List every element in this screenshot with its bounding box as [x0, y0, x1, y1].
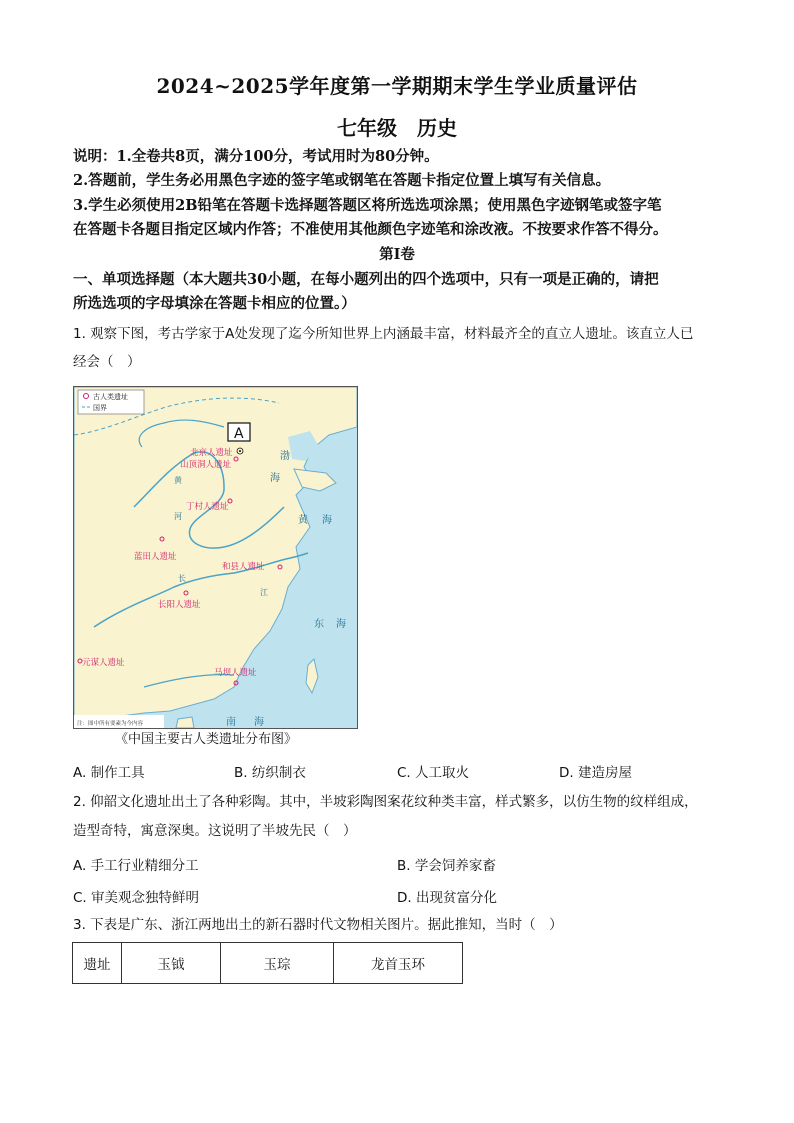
q2-stem-line2: 造型奇特，寓意深奥。这说明了半坡先民（ ） — [73, 823, 357, 839]
table-header-yucong: 玉琮 — [221, 943, 334, 984]
q1-option-b[interactable]: B. 纺织制衣 — [234, 765, 306, 781]
exam-title: 2024~2025学年度第一学期期末学生学业质量评估 — [156, 74, 638, 98]
geo-he1: 黄 — [174, 476, 182, 485]
q2-option-d[interactable]: D. 出现贫富分化 — [397, 890, 497, 906]
site-beijing: 北京人遗址 — [190, 448, 233, 458]
q3-table — [72, 942, 463, 984]
q1-stem-line2: 经会（ ） — [73, 354, 141, 370]
geo-he2: 河 — [174, 512, 182, 521]
instruction-2: 2.答题前，学生务必用黑色字迹的签字笔或钢笔在答题卡指定位置上填写有关信息。 — [73, 172, 611, 189]
geo-jiang2: 江 — [260, 588, 268, 597]
geo-huanghai1: 黄 — [298, 515, 308, 526]
geo-huanghai2: 海 — [322, 515, 332, 526]
q1-option-c[interactable]: C. 人工取火 — [397, 765, 470, 781]
instruction-4: 在答题卡各题目指定区域内作答；不准使用其他颜色字迹笔和涂改液。不按要求作答不得分。 — [73, 221, 668, 238]
q1-option-d[interactable]: D. 建造房屋 — [559, 765, 632, 781]
geo-nanhai2: 海 — [254, 717, 264, 728]
site-maba: 马坝人遗址 — [214, 668, 257, 678]
site-shandingdong: 山顶洞人遗址 — [180, 460, 232, 470]
table-header-yuyue: 玉钺 — [122, 943, 221, 984]
section-heading-line2: 所选选项的字母填涂在答题卡相应的位置。） — [73, 295, 356, 312]
site-yuanmou: 元谋人遗址 — [82, 658, 125, 668]
exam-subtitle: 七年级 历史 — [337, 116, 457, 140]
instruction-3: 3.学生必须使用2B铅笔在答题卡选择题答题区将所选选项涂黑；使用黑色字迹钢笔或签字笔 — [73, 197, 662, 214]
geo-jiang1: 长 — [178, 574, 186, 583]
q2-option-c[interactable]: C. 审美观念独特鲜明 — [73, 890, 200, 906]
q2-option-b[interactable]: B. 学会饲养家畜 — [397, 858, 496, 874]
volume-heading: 第Ⅰ卷 — [379, 246, 415, 263]
q1-option-a[interactable]: A. 制作工具 — [73, 765, 145, 781]
geo-donghai2: 海 — [336, 619, 346, 630]
geo-donghai1: 东 — [314, 619, 324, 630]
site-changyang: 长阳人遗址 — [158, 600, 201, 610]
map-caption: 《中国主要古人类遗址分布图》 — [115, 732, 298, 747]
map-note: 注：图中所有要素为今内容 — [77, 721, 144, 727]
legend-border-label: 国界 — [93, 404, 107, 412]
table-header-site: 遗址 — [73, 943, 122, 984]
ancient-sites-map — [73, 386, 358, 729]
marker-a-label: A — [234, 426, 244, 442]
land-taiwan — [306, 659, 318, 693]
land-hainan — [176, 717, 194, 728]
geo-bo: 渤 — [280, 451, 290, 462]
q3-stem: 3. 下表是广东、浙江两地出土的新石器时代文物相关图片。据此推知，当时（ ） — [73, 917, 563, 933]
map-svg — [74, 387, 357, 728]
geo-bo2: 海 — [270, 473, 280, 484]
geo-nanhai1: 南 — [226, 717, 236, 728]
table-header-longshou: 龙首玉环 — [334, 943, 463, 984]
site-lantian: 蓝田人遗址 — [134, 552, 177, 562]
instruction-1: 说明：1.全卷共8页，满分100分，考试用时为80分钟。 — [73, 148, 439, 165]
q1-stem-line1: 1. 观察下图，考古学家于A处发现了迄今所知世界上内涵最丰富，材料最齐全的直立人遗址。该直立人已 — [73, 326, 694, 342]
site-dingcun: 丁村人遗址 — [186, 502, 229, 512]
legend-site-label: 古人类遗址 — [93, 393, 128, 401]
q2-stem-line1: 2. 仰韶文化遗址出土了各种彩陶。其中，半坡彩陶图案花纹种类丰富，样式繁多，以仿生物的纹样组成， — [73, 794, 698, 810]
table-row — [73, 943, 463, 984]
site-hexian: 和县人遗址 — [222, 562, 265, 572]
q2-option-a[interactable]: A. 手工行业精细分工 — [73, 858, 199, 874]
section-heading-line1: 一、单项选择题（本大题共30小题，在每小题列出的四个选项中，只有一项是正确的，请把 — [73, 271, 659, 288]
